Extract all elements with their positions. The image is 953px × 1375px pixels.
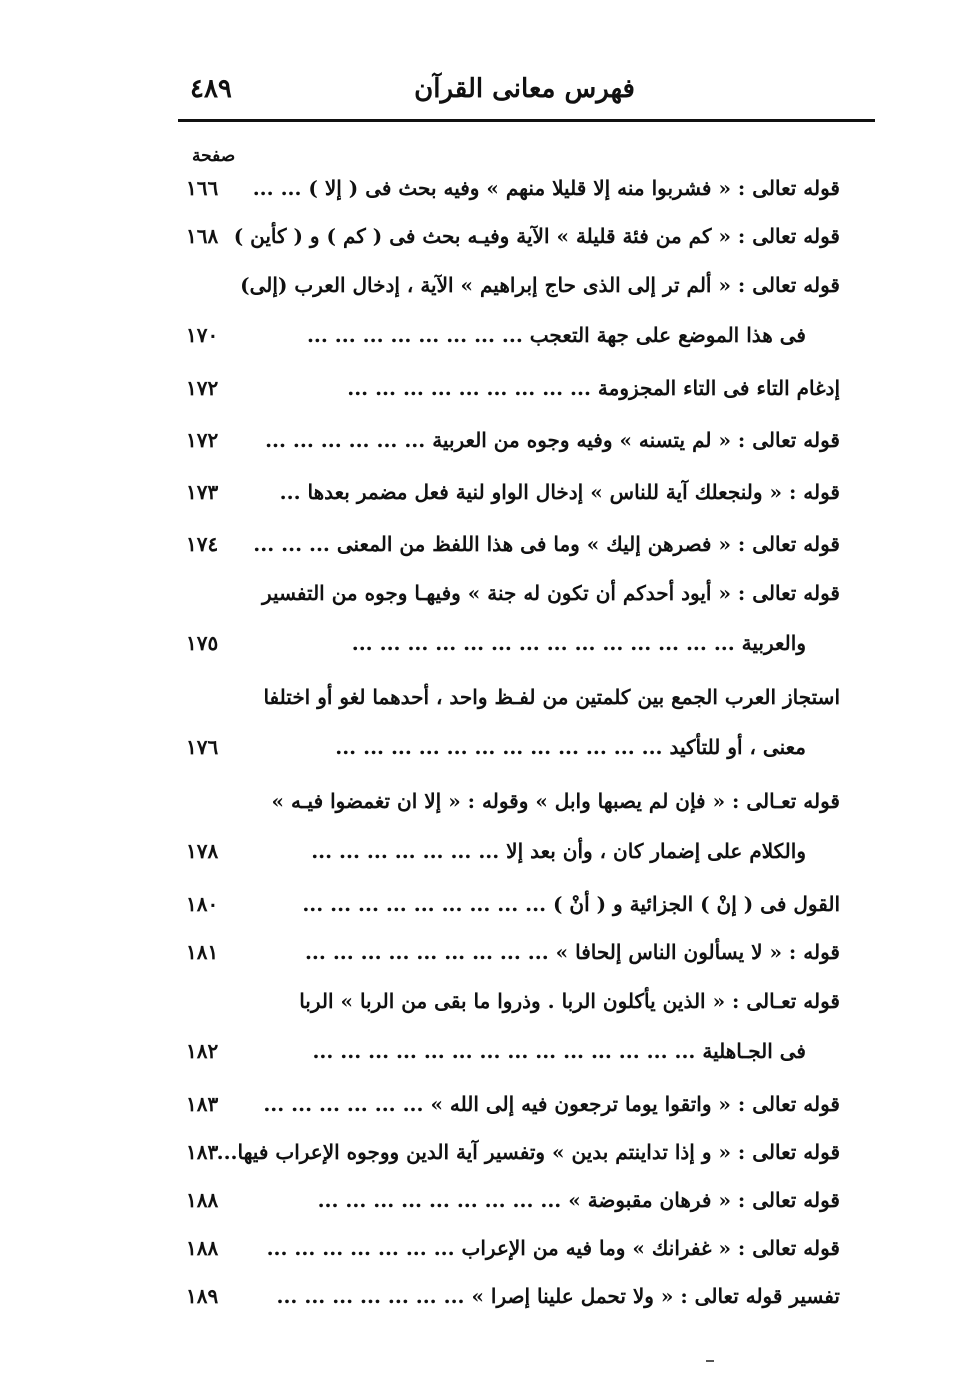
entry-page-number: ١٦٦ [186, 176, 219, 200]
entry-page-number: ١٨٣ [186, 1092, 219, 1116]
entry-text-continuation: والكلام على إضمار كان ، وأن بعد إلا ... ... ... ... ... ... ... [311, 839, 806, 863]
index-entry [186, 1224, 840, 1272]
entry-page-number: ١٧٢ [186, 376, 219, 400]
entry-text-continuation: والعربية ... ... ... ... ... ... ... ... ... ... ... ... ... ... [351, 631, 806, 655]
index-entry [186, 1272, 840, 1320]
entry-text: قوله تعالى : « ألم تر إلى الذى حاج إبراهيم » الآية ، إدخال العرب (إلى) [240, 273, 840, 297]
entry-page-number: ١٧٥ [186, 631, 219, 655]
index-entry [186, 928, 840, 976]
index-entry [186, 1080, 840, 1128]
page-column-label: صفحة [192, 146, 236, 166]
entry-page-number: ١٧٣ [186, 480, 219, 504]
entry-text: قوله تعالى : « كم من فئة قليلة » الآية وفيـه بحث فى ( كم ) و ( كأين ) [233, 224, 840, 248]
index-entry [186, 212, 840, 260]
entry-page-number: ١٨١ [186, 940, 219, 964]
entry-text-continuation: فى الجـاهلية ... ... ... ... ... ... ... ... ... ... ... ... ... ... [312, 1039, 806, 1063]
running-title: فهرس معانى القرآن [414, 74, 635, 104]
entry-page-number: ١٨٣ [186, 1140, 219, 1164]
page-number: ٤٨٩ [190, 74, 232, 104]
entry-text: تفسير قوله تعالى : « ولا تحمل علينا إصرا » ... ... ... ... ... ... ... [276, 1284, 840, 1308]
entry-page-number: ١٦٨ [186, 224, 219, 248]
entry-page-number: ١٧٠ [186, 323, 219, 347]
entry-page-number: ١٧٦ [186, 735, 219, 759]
entry-page-number: ١٧٢ [186, 428, 219, 452]
index-entry [186, 468, 840, 516]
entry-page-number: ١٧٤ [186, 532, 219, 556]
index-entry [186, 880, 840, 928]
entry-page-number: ١٧٨ [186, 839, 219, 863]
index-entry [186, 1176, 840, 1224]
entry-text: قوله تعالى : « فرهان مقبوضة » ... ... ... ... ... ... ... ... ... [317, 1188, 840, 1212]
entry-page-number: ١٨٨ [186, 1188, 219, 1212]
entry-text: إدغام التاء فى التاء المجزومة ... ... ... ... ... ... ... ... ... [347, 376, 840, 400]
entry-text-continuation: فى هذا الموضع على جهة التعجب ... ... ... ... ... ... ... ... [306, 323, 806, 347]
entry-text: قوله تعالى : « غفرانك » وما فيه من الإعراب ... ... ... ... ... ... ... [266, 1236, 840, 1260]
entry-text: قوله تعالى : « و إذا تداينتم بدين » وتفسير آية الدين ووجوه الإعراب فيها... [216, 1140, 840, 1164]
entry-text: قوله تعالى : « واتقوا يوما ترجعون فيه إلى الله » ... ... ... ... ... ... [263, 1092, 840, 1116]
entry-text: قوله تعـالى : « فإن لم يصبها وابل » وقوله : « إلا ان تغمضوا فيـه » [271, 789, 840, 813]
entry-page-number: ١٨٩ [186, 1284, 219, 1308]
index-entry [186, 520, 840, 568]
index-entry [186, 364, 840, 412]
entry-text: قوله تعالى : « فشربوا منه إلا قليلا منهم » وفيه بحث فى ( إلا ) ... ... [252, 176, 840, 200]
index-entry [186, 164, 840, 212]
page-header [178, 68, 875, 116]
index-entry [186, 568, 840, 668]
entry-text: قوله تعالى : « فصرهن إليك » وما فى هذا اللفظ من المعنى ... ... ... [253, 532, 840, 556]
entry-text: استجاز العرب الجمع بين كلمتين من لفـظ واحد ، أحدهما لغو أو اختلفا [263, 685, 840, 709]
entry-page-number: ١٨٨ [186, 1236, 219, 1260]
index-entry [186, 260, 840, 360]
entry-text: قوله تعـالى : « الذين يأكلون الربا . وذروا ما بقى من الربا » الربا [299, 989, 840, 1013]
entry-text: القول فى ( إنْ ) الجزائية و ( أنْ ) ... ... ... ... ... ... ... ... ... [302, 892, 840, 916]
entry-page-number: ١٨٠ [186, 892, 219, 916]
entry-text: قوله : « ولنجعلك آية للناس » إدخال الواو لنية فعل مضمر بعدها ... [279, 480, 840, 504]
index-entry [186, 776, 840, 876]
index-entry [186, 416, 840, 464]
entry-text: قوله تعالى : « أيود أحدكم أن تكون له جنة » وفيهـا وجوه من التفسير [262, 581, 840, 605]
index-entry [186, 976, 840, 1076]
index-entry [186, 672, 840, 772]
entry-page-number: ١٨٢ [186, 1039, 219, 1063]
header-rule [178, 119, 875, 122]
print-mark [706, 1360, 714, 1362]
index-entry [186, 1128, 840, 1176]
index-entries [186, 160, 840, 1320]
entry-text-continuation: معنى ، أو للتأكيد ... ... ... ... ... ... ... ... ... ... ... ... [335, 735, 806, 759]
entry-text: قوله : « لا يسألون الناس إلحافا » ... ... ... ... ... ... ... ... ... [304, 940, 840, 964]
entry-text: قوله تعالى : « لم يتسنه » وفيه وجوه من العربية ... ... ... ... ... ... [265, 428, 840, 452]
